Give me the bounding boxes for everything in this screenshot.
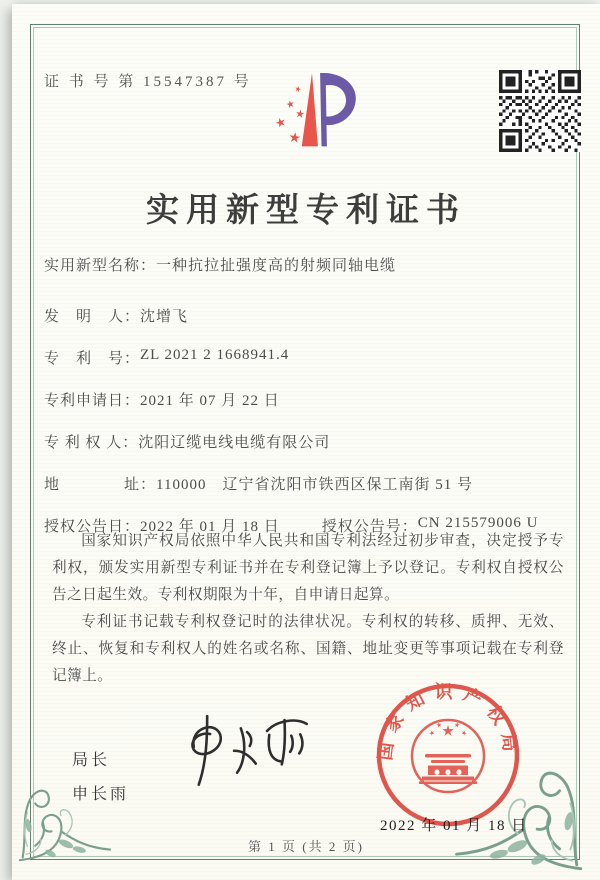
grant-date-label: 授权公告日： (44, 519, 141, 535)
seal-date: 2022 年 01 月 18 日 (380, 818, 528, 834)
field-row-patentee (44, 431, 572, 452)
qr-code-icon (499, 70, 581, 152)
field-label: 专 利 号： (44, 351, 141, 367)
field-list (44, 254, 572, 557)
certificate-number: 证 书 号 第 15547387 号 (44, 74, 252, 90)
field-value: 一种抗拉扯强度高的射频同轴电缆 (156, 258, 397, 274)
corner-flourish-icon (446, 742, 594, 874)
signer-title: 局长 (72, 752, 111, 769)
field-label: 发 明 人： (44, 309, 141, 325)
corner-flourish-icon (16, 760, 112, 872)
field-label: 实用新型名称： (44, 258, 157, 274)
grant-date-value: 2022 年 01 月 18 日 (140, 519, 280, 535)
legal-text (52, 528, 564, 690)
field-row-patent-number (44, 347, 572, 368)
legal-paragraph-1: 国家知识产权局依照中华人民共和国专利法经过初步审查，决定授予专利权，颁发实用新型专利证书并在专利登记簿上予以登记。专利权自授权公告之日起生效。专利权期限为十年，自申请日起算。 (52, 533, 564, 603)
field-label: 专 利 权 人： (44, 435, 139, 451)
field-row-filing-date (44, 389, 572, 410)
signature-handwriting (164, 704, 334, 796)
field-label: 地 址： (44, 477, 157, 493)
grant-number-label: 授权公告号： (321, 519, 418, 535)
signer-name: 申长雨 (72, 786, 130, 804)
certificate-title: 实用新型专利证书 (146, 193, 466, 229)
field-value: 2021 年 07 月 22 日 (140, 393, 280, 409)
field-label: 专利申请日： (44, 393, 141, 409)
legal-paragraph-2: 专利证书记载专利权登记时的法律状况。专利权的转移、质押、无效、终止、恢复和专利权人的姓名或名称、国籍、地址变更等事项记载在专利登记簿上。 (52, 613, 564, 684)
cnipa-logo-icon (257, 60, 367, 168)
page-number: 第 1 页 (共 2 页) (248, 839, 364, 854)
field-value: ZL 2021 2 1668941.4 (140, 347, 290, 363)
certificate-paper (12, 4, 600, 880)
field-row-name (44, 254, 572, 275)
field-value: 110000 辽宁省沈阳市铁西区保工南街 51 号 (156, 477, 473, 493)
seal-text: 国家知识产权局 (374, 682, 522, 762)
field-value: 沈阳辽缆电线电缆有限公司 (138, 435, 331, 451)
field-value: 沈增飞 (140, 309, 189, 325)
field-row-address (44, 473, 572, 494)
field-row-inventor (44, 305, 572, 326)
grant-number-value: CN 215579006 U (417, 515, 539, 531)
